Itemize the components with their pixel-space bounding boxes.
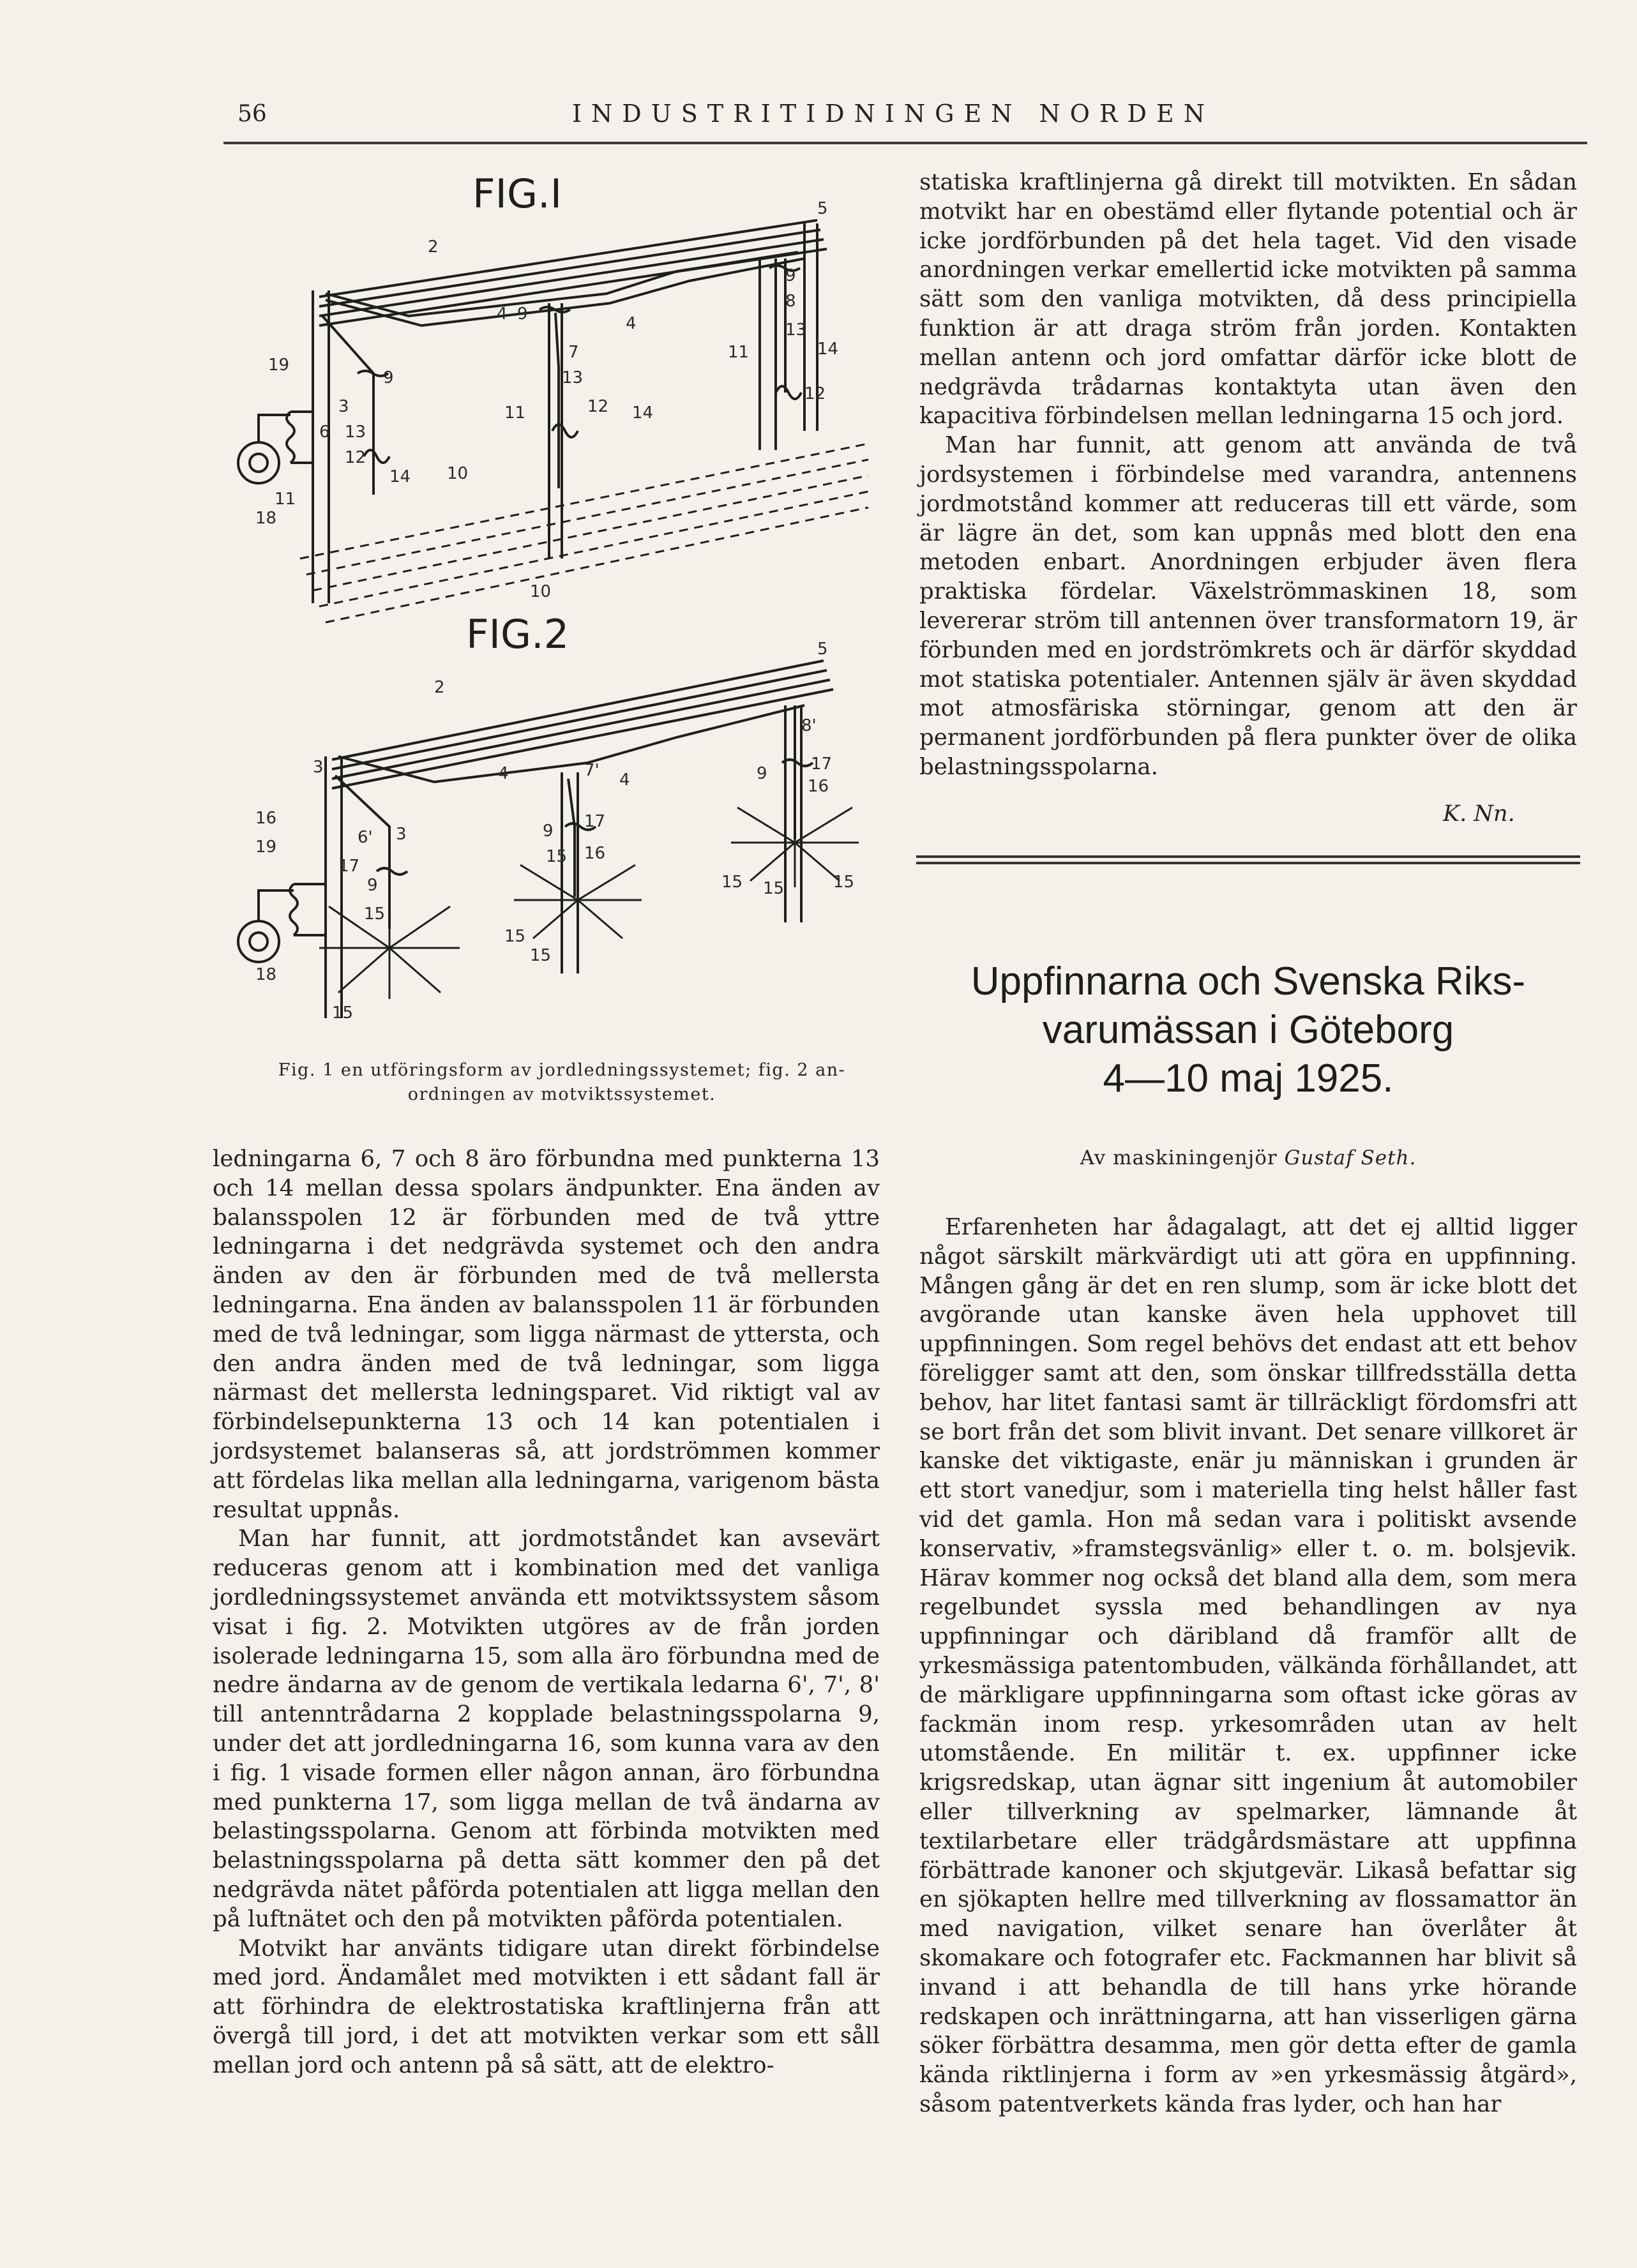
caption-line: Fig. 1 en utföringsform av jordledningssystemet; fig. 2 an- bbox=[278, 1060, 846, 1080]
caption-line: ordningen av motviktssystemet. bbox=[407, 1085, 716, 1104]
fig1-balance-coil bbox=[776, 386, 801, 399]
label-18: 18 bbox=[255, 509, 277, 528]
fig1-ground-wire bbox=[319, 492, 868, 606]
fig2-loading-coil bbox=[377, 868, 407, 875]
label-16c-fig2: 16 bbox=[808, 777, 829, 796]
label-2-fig2: 2 bbox=[434, 678, 445, 697]
fig2-loading-coil bbox=[782, 760, 813, 766]
label-5: 5 bbox=[817, 199, 828, 218]
label-8p-fig2: 8' bbox=[801, 716, 817, 735]
header-rule bbox=[223, 142, 1587, 144]
label-9b: 9 bbox=[517, 304, 528, 324]
label-11: 11 bbox=[275, 490, 296, 509]
article-title bbox=[913, 958, 1583, 1103]
fig2-title: FIG.2 bbox=[466, 611, 570, 657]
label-17-fig2: 17 bbox=[338, 857, 360, 876]
label-15-fig2: 15 bbox=[364, 905, 386, 924]
fig1-antenna-wire bbox=[319, 220, 817, 297]
label-8: 8 bbox=[785, 292, 796, 311]
paragraph: Man har funnit, att genom att använda de två jordsystemen i förbindelse med varandra, antennens jordmotstånd kommer att reduceras till ett värde, som är lägre än det, som kan uppnås med blott den ena metoden enbart. Anordningen erbjuder även flera praktiska fördelar. Växelströmmaskinen 18, som levererar ström till antennen över transformatorn 19, är förbunden med en jordströmkrets och är därför skyddad mot statiska potentialer. Antennen själv är även skyddad mot atmosfäriska störningar, genom att den är permanent jordförbunden på flera punkter över de olika belastningsspolarna. bbox=[919, 432, 1577, 780]
label-4: 4 bbox=[497, 304, 508, 324]
label-10: 10 bbox=[447, 464, 469, 483]
page-number: 56 bbox=[238, 101, 267, 127]
fig1-ground-wire bbox=[313, 476, 868, 590]
label-19: 19 bbox=[268, 356, 290, 375]
label-18-fig2: 18 bbox=[255, 965, 277, 984]
label-15g-fig2: 15 bbox=[763, 879, 785, 898]
byline-prefix: Av maskiningenjör bbox=[1080, 1146, 1278, 1169]
label-13b: 13 bbox=[562, 368, 584, 387]
label-16b-fig2: 16 bbox=[584, 844, 606, 863]
fig2-counterpoise bbox=[514, 855, 642, 945]
label-14c: 14 bbox=[817, 340, 839, 359]
paragraph: Man har funnit, att jordmotståndet kan avsevärt reduceras genom att i kombination med det vanliga jordledningssystemet använda ett motviktssystem såsom visat i fig. 2. Motvikten utgöres av de från jorden isolerade ledningarna 15, som alla äro förbundna med de nedre ändarna av de genom de vertikala ledarna 6', 7', 8' till antenntrådarna 2 kopplade belastningsspolarna 9, under det att jordledningarna 16, som kunna vara av den i fig. 1 visade formen eller någon annan, äro förbundna med punkterna 17, som ligga mellan de två ändarna av belastingsspolarna. Genom att förbinda motvikten med belastningsspolarna på detta sätt kommer den på det nedgrävda nätet påförda potentialen att ligga mellan den på luftnätet och den på motvikten påförda potentialen. bbox=[213, 1526, 880, 1932]
label-15d-fig2: 15 bbox=[504, 927, 526, 946]
label-19-fig2: 19 bbox=[255, 837, 277, 857]
label-7p-fig2: 7' bbox=[584, 761, 600, 780]
article-byline bbox=[919, 1146, 1577, 1169]
label-14b: 14 bbox=[632, 403, 654, 423]
fig2-lead bbox=[568, 779, 575, 897]
label-5-fig2: 5 bbox=[817, 640, 828, 659]
byline-author: Gustaf Seth. bbox=[1284, 1146, 1417, 1169]
label-4-fig2: 4 bbox=[498, 764, 509, 783]
paragraph: Motvikt har använts tidigare utan direkt förbindelse med jord. Ändamålet med motvikten i ett sådant fall är att förhindra de elektrostatiska kraftlinjerna från att övergå till jord, i det att motvikten verkar som ett såll mellan jord och antenn på så sätt, att de elektro- bbox=[213, 1935, 880, 2078]
right-column-continuation bbox=[919, 168, 1577, 782]
left-column bbox=[213, 1145, 880, 2080]
article-body bbox=[919, 1213, 1577, 2119]
section-rule bbox=[916, 862, 1580, 864]
label-15h-fig2: 15 bbox=[833, 873, 855, 892]
label-10b: 10 bbox=[530, 582, 552, 601]
fig1-balance-coil bbox=[364, 450, 389, 463]
fig1-antenna-wire bbox=[319, 239, 824, 316]
label-4b-fig2: 4 bbox=[619, 770, 630, 790]
fig2-alternator bbox=[238, 921, 279, 962]
fig1-transformer bbox=[287, 412, 294, 463]
label-15b-fig2: 15 bbox=[332, 1003, 354, 1023]
label-12c: 12 bbox=[804, 384, 826, 403]
paragraph: statiska kraftlinjerna gå direkt till motvikten. En sådan motvikt har en obestämd eller flytande potential och är icke jordförbunden på det hela taget. Vid den visade anordningen verkar emellertid icke motvikten på samma sätt som den vanliga motvikten, då dess principiella funktion är att draga ström från jorden. Kontakten mellan antenn och jord omfattar därför icke blott de nedgrävda trådarnas kontaktyta utan även den kapacitiva förbindelsen mellan ledningarna 15 och jord. bbox=[919, 169, 1577, 430]
label-9b-fig2: 9 bbox=[543, 822, 554, 841]
label-17b-fig2: 17 bbox=[584, 812, 606, 831]
fig1-alternator bbox=[238, 442, 279, 483]
label-12b: 12 bbox=[587, 397, 609, 416]
label-3-fig2: 3 bbox=[313, 758, 324, 777]
fig2-antenna-wire bbox=[332, 661, 824, 760]
label-11b: 11 bbox=[504, 403, 526, 423]
label-12: 12 bbox=[345, 448, 366, 467]
section-rule bbox=[916, 855, 1580, 858]
journal-title: INDUSTRITIDNINGEN NORDEN bbox=[572, 100, 1214, 128]
label-15c-fig2: 15 bbox=[546, 847, 568, 866]
author-signature: K. Nn. bbox=[1443, 801, 1515, 827]
label-11c: 11 bbox=[728, 343, 750, 362]
label-3b-fig2: 3 bbox=[396, 825, 407, 844]
fig1-balance-coil bbox=[552, 424, 578, 437]
label-13c: 13 bbox=[785, 320, 807, 340]
paragraph: ledningarna 6, 7 och 8 äro förbundna med punkterna 13 och 14 mellan dessa spolars ändpunkter. Ena änden av balansspolen 12 är förbunden med de två yttre ledningarna i det nedgrävda systemet och den andra änden av den är förbunden med de två mellersta ledningarna. Ena änden av balansspolen 11 är förbunden med de två ledningar, som ligga närmast de yttersta, och den andra änden med de två ledningar, som ligga närmast det mellersta ledningsparet. Vid riktigt val av förbindelsepunkterna 13 och 14 kan potentialen i jordsystemet balanseras så, att jordströmmen kommer att fördelas lika mellan alla ledningarna, varigenom bästa resultat uppnås. bbox=[213, 1146, 880, 1523]
label-9: 9 bbox=[383, 368, 394, 387]
fig1-antenna-wire bbox=[319, 230, 820, 306]
title-line: Uppfinnarna och Svenska Riks- bbox=[970, 959, 1526, 1003]
fig1-ground-wire bbox=[326, 507, 868, 622]
label-15f-fig2: 15 bbox=[721, 873, 743, 892]
label-9c: 9 bbox=[785, 266, 796, 285]
label-7: 7 bbox=[568, 343, 579, 362]
title-line: varumässan i Göteborg bbox=[1042, 1008, 1454, 1052]
patent-figure bbox=[230, 163, 881, 1037]
fig1-title: FIG.I bbox=[472, 170, 562, 217]
label-2: 2 bbox=[428, 237, 439, 257]
label-3: 3 bbox=[338, 397, 349, 416]
label-13: 13 bbox=[345, 423, 366, 442]
label-16-fig2: 16 bbox=[255, 809, 277, 828]
label-6p-fig2: 6' bbox=[358, 828, 373, 847]
paragraph: Erfarenheten har ådagalagt, att det ej alltid ligger något särskilt märkvärdigt uti att göra en uppfinning. Mången gång är det en ren slump, som är icke blott det avgörande utan kanske även hela upphovet till uppfinningen. Som regel behövs det endast att ett behov föreligger samt att den, som önskar tillfredsställa detta behov, har litet fantasi samt är tillräckligt fördomsfri att se bort från det som blivit invant. Det senare villkoret är kanske det viktigaste, enär ju människan i grunden är ett stort vanedjur, som i materiella ting helst håller fast vid det gamla. Hon må sedan vara i politiskt avsende konservativ, »framstegsvänlig» eller t. o. m. bolsjevik. Härav kommer nog också det bland alla dem, som mera regelbundet syssla med behandlingen av nya uppfinningar och däribland då framför allt de yrkesmässiga patentombuden, välkända förhållandet, att de märkligare uppfinningarna som oftast icke göras av fackmän inom resp. yrkesområden utan av helt utomstående. En militär t. ex. uppfinner icke krigsredskap, utan ägnar sitt ingenium åt automobiler eller tillverkning av spelmarker, lämnande åt textilarbetare eller trädgårdsmästare att uppfinna förbättrade kanoner och skjutgevär. Likaså befattar sig en sjökapten hellre med tillverkning av flossamattor än med navigation, vilket senare han överlåter åt skomakare och fotografer etc. Fackmannen har blivit så invand i att behandla de till hans yrke hörande redskapen och inrättningarna, att han visserligen gärna söker förbättra desamma, men gör detta efter de gamla kända riktlinjerna i form av »en yrkesmässig åtgärd», såsom patentverkets kända fras lyder, och han har bbox=[919, 1214, 1577, 2117]
label-4b: 4 bbox=[626, 314, 637, 333]
antenna-diagram bbox=[230, 163, 881, 1037]
label-15e-fig2: 15 bbox=[530, 946, 552, 965]
figure-caption bbox=[243, 1058, 881, 1107]
label-6: 6 bbox=[319, 423, 330, 442]
label-9c-fig2: 9 bbox=[757, 764, 767, 783]
fig2-antenna-wire bbox=[332, 670, 827, 769]
title-line: 4—10 maj 1925. bbox=[1103, 1056, 1394, 1100]
fig1-drop bbox=[555, 313, 559, 488]
label-9-fig2: 9 bbox=[367, 876, 378, 895]
label-17c-fig2: 17 bbox=[811, 755, 833, 774]
label-14: 14 bbox=[389, 467, 411, 486]
